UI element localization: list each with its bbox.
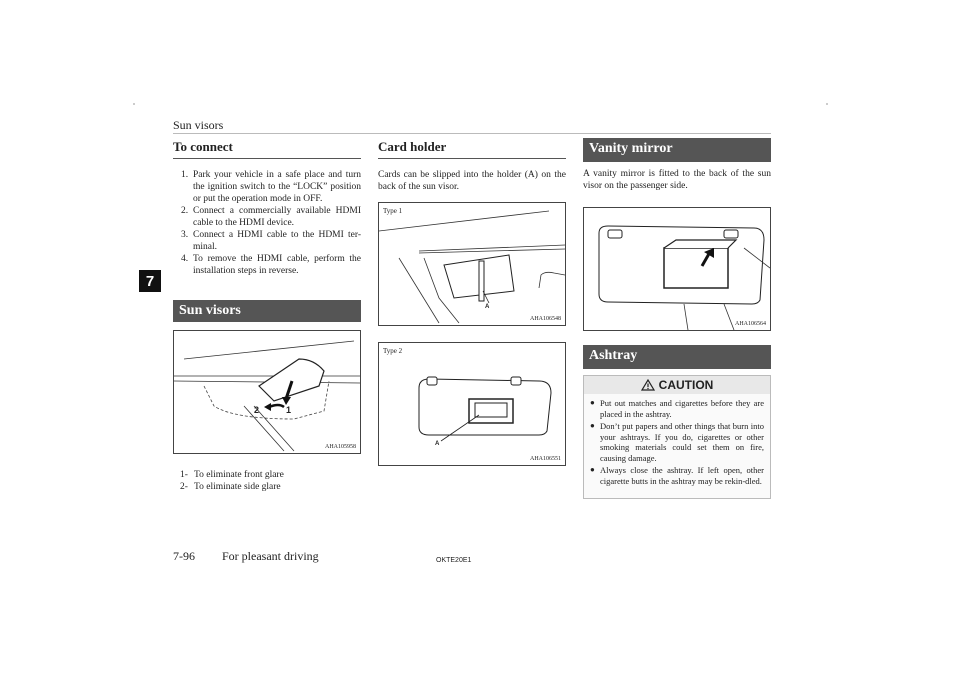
to-connect-heading: To connect [173,139,361,159]
vanity-mirror-heading: Vanity mirror [583,138,771,162]
bullet-icon: ● [590,465,595,474]
caution-list [590,398,764,486]
figure-code: AHA106551 [530,456,561,462]
column-1 [173,139,361,277]
chapter-tab: 7 [139,270,161,292]
figure-code: AHA105958 [325,444,356,450]
vanity-mirror-illustration [584,208,770,330]
vanity-mirror-text: A vanity mirror is fitted to the back of the sun visor on the passenger side. [583,169,771,191]
card-holder-figure-type1 [378,202,566,326]
figure-code: AHA106548 [530,316,561,322]
caution-title: CAUTION [584,376,770,394]
card-holder-figure-type2 [378,342,566,466]
legend-item: 1- To eliminate front glare [180,470,284,480]
card-holder-heading: Card holder [378,139,566,159]
figure-label-2: 2 [254,405,260,415]
step-item: 1. Park your vehicle in a safe place and turn the ignition switch to the “LOCK” position or put the operation mode in OFF. [181,170,361,204]
card-holder-illustration-type2 [379,343,565,465]
caution-box [583,375,771,499]
to-connect-steps [181,169,361,277]
caution-item: ● Put out matches and cigarettes before they are placed in the ashtray. [590,398,764,419]
figure-type-label: Type 1 [383,207,403,215]
footer-section: For pleasant driving [222,549,319,563]
caution-item: ● Don’t put papers and other things that burn into your ashtrays. If you do, cigarettes or other smoking materials could set them on fire, causing damage. [590,421,764,463]
step-item: 2. Connect a commercially available HDMI cable to the HDMI device. [181,206,361,228]
figure-label-a: A [435,441,440,447]
figure-type-label: Type 2 [383,347,403,355]
step-item: 4. To remove the HDMI cable, perform the installation steps in reverse. [181,254,361,276]
sun-visors-heading: Sun visors [173,300,361,322]
caution-item: ● Always close the ashtray. If left open, other cigarette butts in the ashtray may be rekin-dled. [590,465,764,486]
running-header: Sun visors [173,118,224,132]
figure-label-a: A [485,304,490,310]
sun-visor-legend [180,469,360,493]
crop-mark [826,103,828,105]
figure-label-1: 1 [286,405,292,415]
ashtray-heading: Ashtray [583,345,771,369]
sun-visor-figure [173,330,361,454]
sun-visor-illustration [174,331,360,453]
card-holder-text: Cards can be slipped into the holder (A) on the back of the sun visor. [378,170,566,192]
legend-item: 2- To eliminate side glare [180,482,281,492]
document-code: OKTE20E1 [436,557,472,564]
page-number: 7-96 [173,549,195,563]
bullet-icon: ● [590,421,595,430]
crop-mark [133,103,135,105]
column-2 [378,139,566,193]
figure-code: AHA106564 [735,321,766,327]
vanity-mirror-figure [583,207,771,331]
card-holder-illustration-type1 [379,203,565,325]
bullet-icon: ● [590,398,595,407]
header-rule [173,133,771,134]
step-item: 3. Connect a HDMI cable to the HDMI ter-minal. [181,230,361,252]
warning-icon [641,379,655,391]
